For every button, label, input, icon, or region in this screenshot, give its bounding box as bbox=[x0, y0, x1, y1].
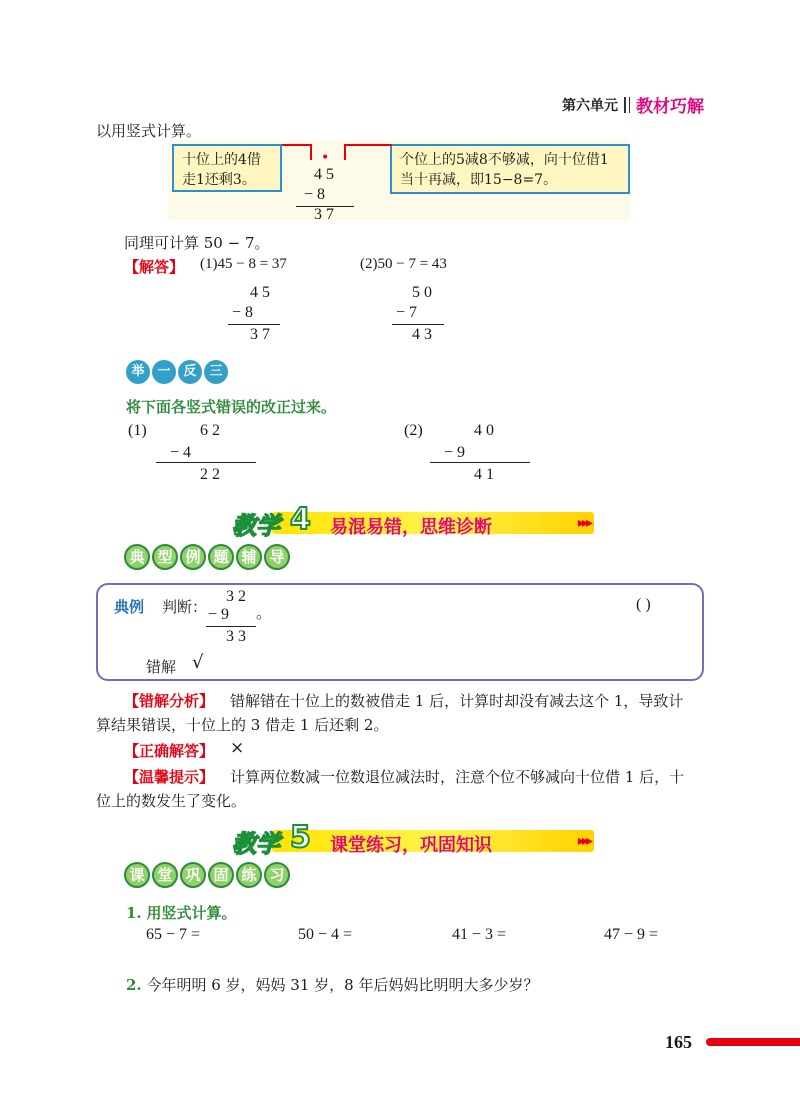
calc2-line bbox=[392, 324, 444, 325]
answer-eq2: (2)50 − 7 = 43 bbox=[360, 256, 447, 272]
juyi-char: 反 bbox=[178, 360, 202, 384]
q2 bbox=[126, 974, 538, 995]
panel-result: 3 7 bbox=[314, 206, 334, 223]
calc1-sub: − 8 bbox=[232, 304, 254, 321]
tip-line2: 位上的数发生了变化。 bbox=[96, 792, 247, 810]
banner-number: 4 bbox=[290, 502, 311, 537]
right-note: 个位上的5减8不够减，向十位借1当十再减，即15−8=7。 bbox=[400, 152, 609, 188]
correct-label: 【正确解答】 bbox=[124, 742, 215, 760]
practice-char: 课 bbox=[124, 862, 150, 888]
example-judge: 判断： bbox=[162, 598, 208, 616]
example-top: 3 2 bbox=[226, 588, 246, 605]
practice-char: 堂 bbox=[152, 862, 178, 888]
practice-char: 巩 bbox=[180, 862, 206, 888]
unit-header bbox=[562, 92, 704, 117]
banner-lead: 教学 bbox=[232, 830, 280, 858]
practice-badge bbox=[124, 862, 290, 888]
arrows-icon: ▸▸▸ bbox=[577, 833, 590, 849]
calc2-res: 4 3 bbox=[412, 326, 432, 343]
practice-char: 固 bbox=[208, 862, 234, 888]
left-note-box bbox=[172, 144, 282, 192]
q1-item: 41 − 3 = bbox=[452, 926, 507, 943]
calc1-line bbox=[228, 324, 280, 325]
example-res: 3 3 bbox=[226, 628, 246, 645]
typical-char: 辅 bbox=[236, 544, 262, 570]
q2-number: 2. bbox=[126, 976, 142, 994]
fix2-label: (2) bbox=[404, 422, 423, 439]
panel-top: 4 5 bbox=[314, 166, 334, 183]
q1-item: 47 − 9 = bbox=[604, 926, 659, 943]
tip-line1: 计算两位数减一位数退位减法时，注意个位不够减向十位借 1 后，十 bbox=[230, 768, 685, 786]
q1-item: 50 − 4 = bbox=[298, 926, 353, 943]
fix2-top: 4 0 bbox=[474, 422, 494, 439]
analysis-line1: 错解错在十位上的数被借走 1 后，计算时却没有减去这个 1，导致计 bbox=[230, 692, 684, 710]
header-divider bbox=[624, 97, 630, 113]
banner-title: 易混易错，思维诊断 bbox=[330, 517, 492, 538]
section4-banner bbox=[232, 504, 594, 540]
panel-sub: − 8 bbox=[304, 186, 326, 203]
q1-number: 1. bbox=[126, 904, 142, 922]
right-bracket bbox=[344, 144, 392, 160]
banner-title: 课堂练习，巩固知识 bbox=[330, 835, 492, 856]
juyi-char: 三 bbox=[204, 360, 228, 384]
calc1-top: 4 5 bbox=[250, 284, 270, 301]
q1-item: 65 − 7 = bbox=[146, 926, 201, 943]
q1-text: 用竖式计算。 bbox=[146, 904, 237, 922]
example-period: 。 bbox=[256, 605, 273, 622]
answer-paren: ( ) bbox=[636, 596, 651, 613]
tip-label: 【温馨提示】 bbox=[124, 768, 215, 786]
juyi-char: 举 bbox=[126, 360, 150, 384]
borrow-dot: • bbox=[321, 150, 330, 166]
analysis-line2: 算结果错误，十位上的 3 借走 1 后还剩 2。 bbox=[96, 716, 389, 734]
check-mark-icon: √ bbox=[192, 652, 204, 673]
analysis-label: 【错解分析】 bbox=[124, 692, 215, 710]
wrong-label: 错解 bbox=[146, 658, 177, 676]
same-way-text: 同理可计算 50 − 7。 bbox=[124, 234, 270, 252]
example-line bbox=[206, 626, 256, 627]
q2-text: 今年明明 6 岁，妈妈 31 岁，8 年后妈妈比明明大多少岁？ bbox=[146, 976, 539, 994]
banner-lead: 教学 bbox=[232, 512, 280, 540]
fix2-line bbox=[430, 462, 530, 463]
intro-text: 以用竖式计算。 bbox=[96, 122, 202, 140]
fix1-sub: − 4 bbox=[170, 444, 192, 461]
typical-char: 导 bbox=[264, 544, 290, 570]
page-number: 165 bbox=[665, 1032, 692, 1052]
typical-char: 型 bbox=[152, 544, 178, 570]
example-tag: 典例 bbox=[114, 598, 145, 616]
unit-label: 第六单元 bbox=[562, 97, 618, 114]
calc2-sub: − 7 bbox=[396, 304, 418, 321]
section-label: 教材巧解 bbox=[636, 97, 704, 117]
fix1-label: (1) bbox=[128, 422, 147, 439]
left-bracket bbox=[282, 144, 312, 160]
juyi-prompt: 将下面各竖式错误的改正过来。 bbox=[126, 398, 337, 416]
typical-char: 典 bbox=[124, 544, 150, 570]
calc2-top: 5 0 bbox=[412, 284, 432, 301]
fix1-res: 2 2 bbox=[200, 466, 220, 483]
practice-char: 练 bbox=[236, 862, 262, 888]
page-bar bbox=[706, 1038, 800, 1046]
calc1-res: 3 7 bbox=[250, 326, 270, 343]
left-note: 十位上的4借走1还剩3。 bbox=[182, 152, 261, 188]
fix2-res: 4 1 bbox=[474, 466, 494, 483]
section5-banner bbox=[232, 822, 594, 858]
right-note-box bbox=[390, 144, 630, 194]
typical-char: 例 bbox=[180, 544, 206, 570]
example-sub: − 9 bbox=[208, 606, 230, 623]
juyi-char: 一 bbox=[152, 360, 176, 384]
banner-number: 5 bbox=[290, 820, 311, 855]
typical-char: 题 bbox=[208, 544, 234, 570]
arrows-icon: ▸▸▸ bbox=[577, 515, 590, 531]
fix1-line bbox=[156, 462, 256, 463]
juyifansan-badge bbox=[126, 360, 228, 384]
practice-char: 习 bbox=[264, 862, 290, 888]
fix2-sub: − 9 bbox=[444, 444, 466, 461]
answer-label: 【解答】 bbox=[124, 258, 185, 276]
cross-mark-icon: × bbox=[230, 738, 245, 758]
q1 bbox=[126, 902, 236, 923]
typical-badge bbox=[124, 544, 290, 570]
answer-eq1: (1)45 − 8 = 37 bbox=[200, 256, 287, 272]
fix1-top: 6 2 bbox=[200, 422, 220, 439]
